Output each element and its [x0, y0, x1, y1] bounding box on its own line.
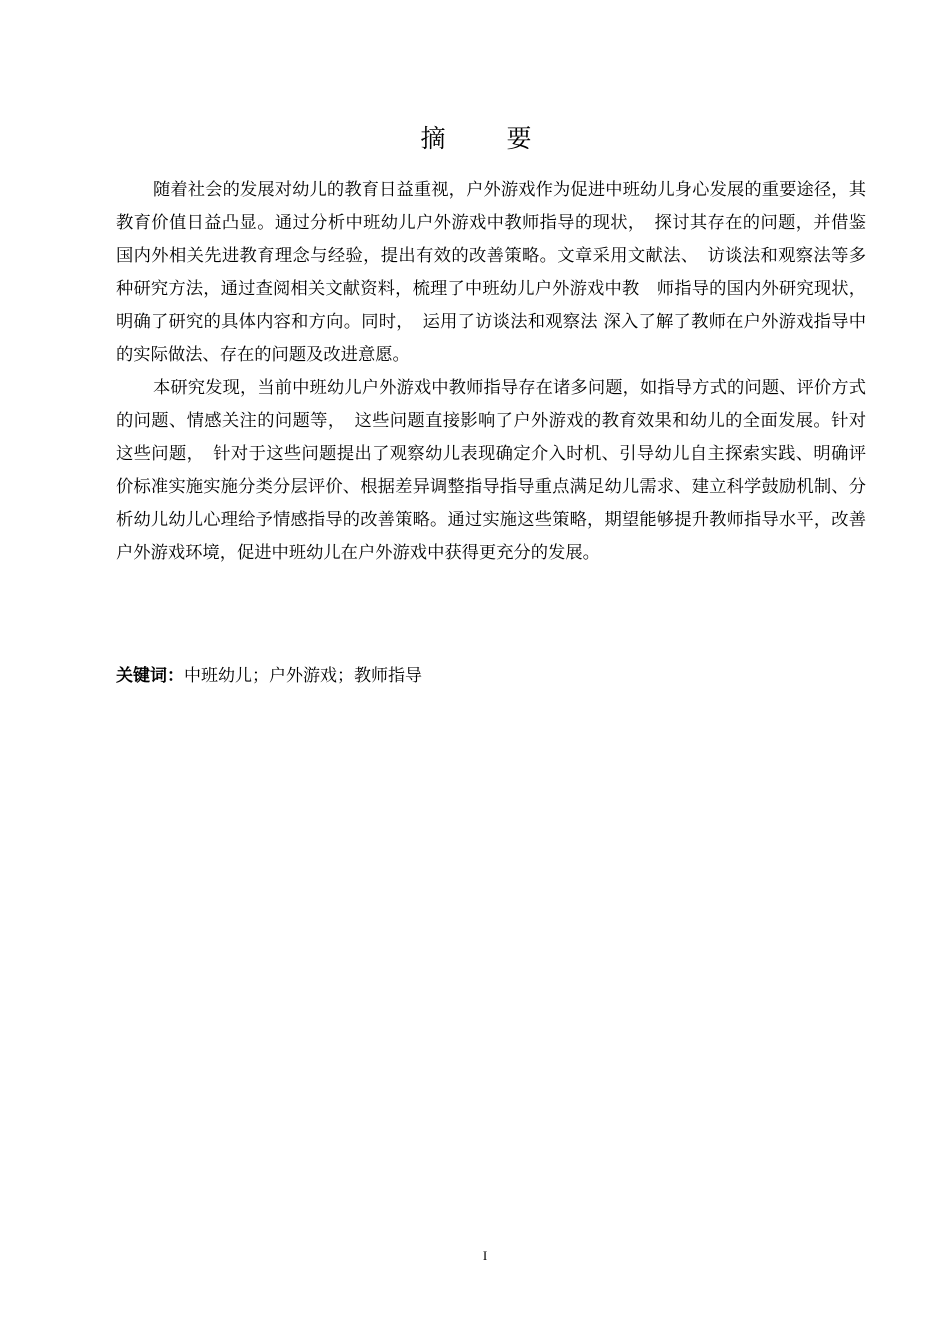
keywords-value: 中班幼儿；户外游戏；教师指导 [184, 666, 422, 686]
page-title: 摘 要 [420, 124, 550, 153]
abstract-paragraph-2: 本研究发现，当前中班幼儿户外游戏中教师指导存在诸多问题，如指导方式的问题、评价方式的问题、情感关注的问题等， 这些问题直接影响了户外游戏的教育效果和幼儿的全面发展。针对这些问题， 针对于这些问题提出了观察幼儿表现确定介入时机、引导幼儿自主探索实践、明确评价标准实施实施分类分层评价、根据差异调整指导指导重点满足幼儿需求、建立科学鼓励机制、分析幼儿幼儿心理给予情感指导的改善策略。通过实施这些策略，期望能够提升教师指导水平，改善户外游戏环境，促进中班幼儿在户外游戏中获得更充分的发展。 [116, 378, 866, 563]
page-number: I [482, 1248, 488, 1263]
abstract-body [116, 174, 866, 570]
keywords-line [116, 660, 866, 693]
keywords-label: 关键词： [116, 666, 184, 686]
abstract-paragraph-1: 随着社会的发展对幼儿的教育日益重视，户外游戏作为促进中班幼儿身心发展的重要途径，其教育价值日益凸显。通过分析中班幼儿户外游戏中教师指导的现状， 探讨其存在的问题，并借鉴国内外相关先进教育理念与经验，提出有效的改善策略。文章采用文献法、 访谈法和观察法等多种研究方法，通过查阅相关文献资料，梳理了中班幼儿户外游戏中教 师指导的国内外研究现状，明确了研究的具体内容和方向。同时， 运用了访谈法和观察法 深入了解了教师在户外游戏指导中的实际做法、存在的问题及改进意愿。 [116, 180, 866, 365]
